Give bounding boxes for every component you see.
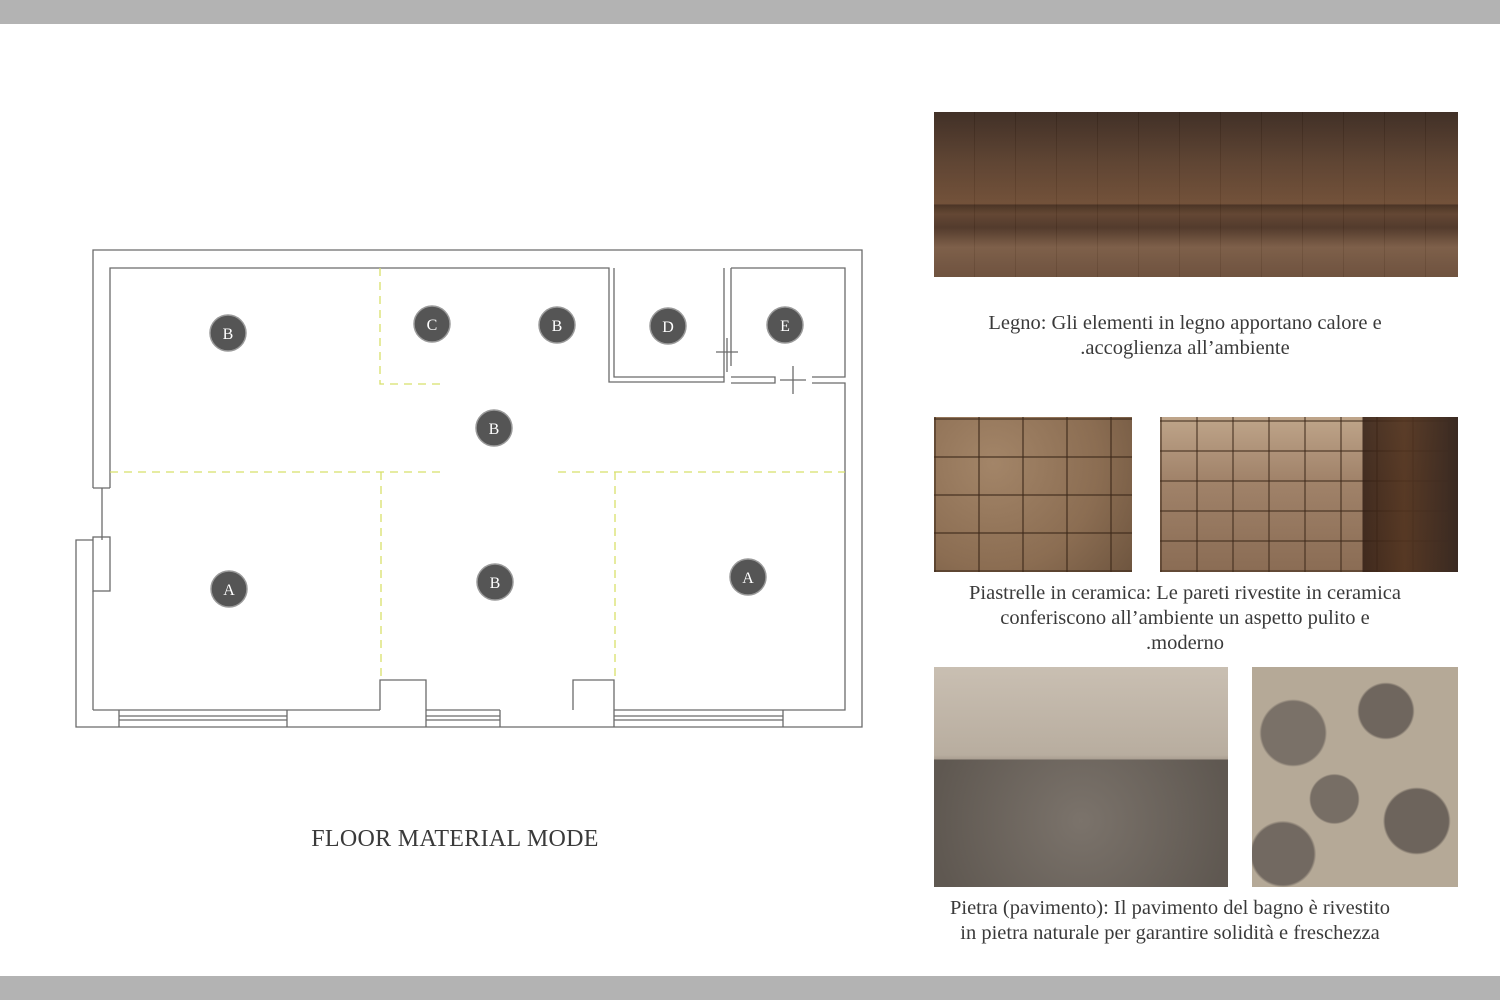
tiles-caption-line-1: Piastrelle in ceramica: Le pareti rivestite in ceramica — [969, 582, 1401, 604]
room-marker-a2 — [730, 559, 766, 595]
stone-photo-shower — [934, 667, 1228, 887]
tiles-caption-line-2: conferiscono all’ambiente un aspetto pulito e — [1000, 607, 1370, 629]
room-marker-label: B — [551, 318, 563, 335]
stone-caption — [885, 896, 1455, 946]
room-marker-b4 — [477, 564, 513, 600]
tiles-caption — [900, 581, 1470, 656]
room-marker-d — [650, 308, 686, 344]
room-marker-label: B — [222, 326, 234, 343]
room-marker-e — [767, 307, 803, 343]
plan-title: FLOOR MATERIAL MODE — [311, 826, 599, 852]
room-marker-label: A — [742, 570, 754, 587]
room-marker-label: E — [780, 318, 790, 335]
room-marker-label: A — [223, 582, 235, 599]
wood-caption-line-1: Legno: Gli elementi in legno apportano calore e — [988, 312, 1382, 334]
stone-caption-line-1: Pietra (pavimento): Il pavimento del bagno è rivestito — [949, 897, 1391, 919]
room-marker-b2 — [539, 307, 575, 343]
tiles-caption-line-3: .moderno — [1146, 632, 1224, 654]
wood-caption — [900, 311, 1470, 361]
wood-caption-line-2: .accoglienza all’ambiente — [1080, 337, 1290, 359]
stone-caption-line-2: in pietra naturale per garantire solidità e freschezza — [960, 922, 1380, 944]
wood-floor-photo — [934, 112, 1458, 277]
floor-plan — [0, 0, 880, 760]
room-marker-c — [414, 306, 450, 342]
room-marker-label: C — [426, 317, 438, 334]
room-markers — [210, 306, 803, 607]
room-marker-a1 — [211, 571, 247, 607]
room-marker-label: D — [662, 319, 674, 336]
room-marker-label: B — [488, 421, 500, 438]
tile-photo-closeup — [934, 417, 1132, 572]
room-marker-label: B — [489, 575, 501, 592]
bottom-band — [0, 976, 1500, 1000]
room-marker-b3 — [476, 410, 512, 446]
plan-walls — [76, 250, 862, 727]
tile-photo-room — [1160, 417, 1458, 572]
room-marker-b1 — [210, 315, 246, 351]
stone-photo-closeup — [1252, 667, 1458, 887]
